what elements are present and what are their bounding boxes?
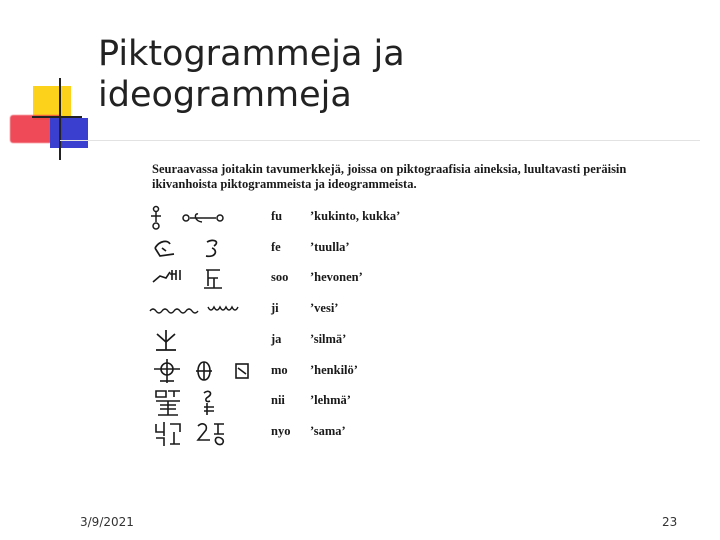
sign-row [140, 387, 660, 417]
slide-title-line1: Piktogrammeja ja [98, 34, 405, 74]
sign-meaning: ’sama’ [310, 424, 346, 438]
sign-meaning: ’henkilö’ [310, 363, 358, 377]
water-sign-icon [148, 297, 248, 323]
same-sign-icon [152, 420, 232, 448]
sign-reading: nyo [271, 424, 291, 438]
title-rule [60, 140, 700, 141]
sign-row [140, 357, 660, 387]
decor-horizontal-line [32, 116, 82, 118]
sign-reading: mo [271, 363, 288, 377]
sign-row [140, 234, 660, 264]
page-number: 23 [662, 515, 678, 529]
sign-reading: soo [271, 270, 289, 284]
person-sign-icon [150, 359, 260, 385]
slide-title [98, 34, 405, 116]
sign-meaning: ’tuulla’ [310, 240, 350, 254]
sign-meaning: ’silmä’ [310, 332, 347, 346]
cow-sign-icon [152, 389, 232, 417]
flower-sign-icon [150, 205, 240, 231]
sign-row [140, 264, 660, 294]
intro-line-2: ikivanhoista piktogrammeista ja ideogrammeista. [152, 177, 417, 191]
sign-meaning: ’hevonen’ [310, 270, 363, 284]
sign-reading: ja [271, 332, 282, 346]
intro-text [152, 162, 662, 192]
sign-reading: ji [271, 301, 279, 315]
horse-sign-icon [150, 266, 240, 292]
sign-row [140, 418, 660, 448]
slide-title-line2: ideogrammeja [98, 75, 352, 115]
sign-row [140, 326, 660, 356]
sign-meaning: ’lehmä’ [310, 393, 351, 407]
sign-meaning: ’kukinto, kukka’ [310, 209, 401, 223]
sign-meaning: ’vesi’ [310, 301, 339, 315]
wind-sign-icon [152, 236, 242, 262]
sign-row [140, 295, 660, 325]
sign-reading: fu [271, 209, 283, 223]
decor-blue-square [50, 118, 88, 148]
eye-sign-icon [154, 328, 194, 354]
decor-vertical-line [59, 78, 61, 160]
sign-reading: nii [271, 393, 285, 407]
sign-row [140, 203, 660, 233]
scanned-figure [140, 155, 660, 455]
sign-reading: fe [271, 240, 281, 254]
intro-line-1: Seuraavassa joitakin tavumerkkejä, joissa on piktograafisia aineksia, luultavasti peräisin [152, 162, 627, 176]
footer-date: 3/9/2021 [80, 515, 134, 529]
